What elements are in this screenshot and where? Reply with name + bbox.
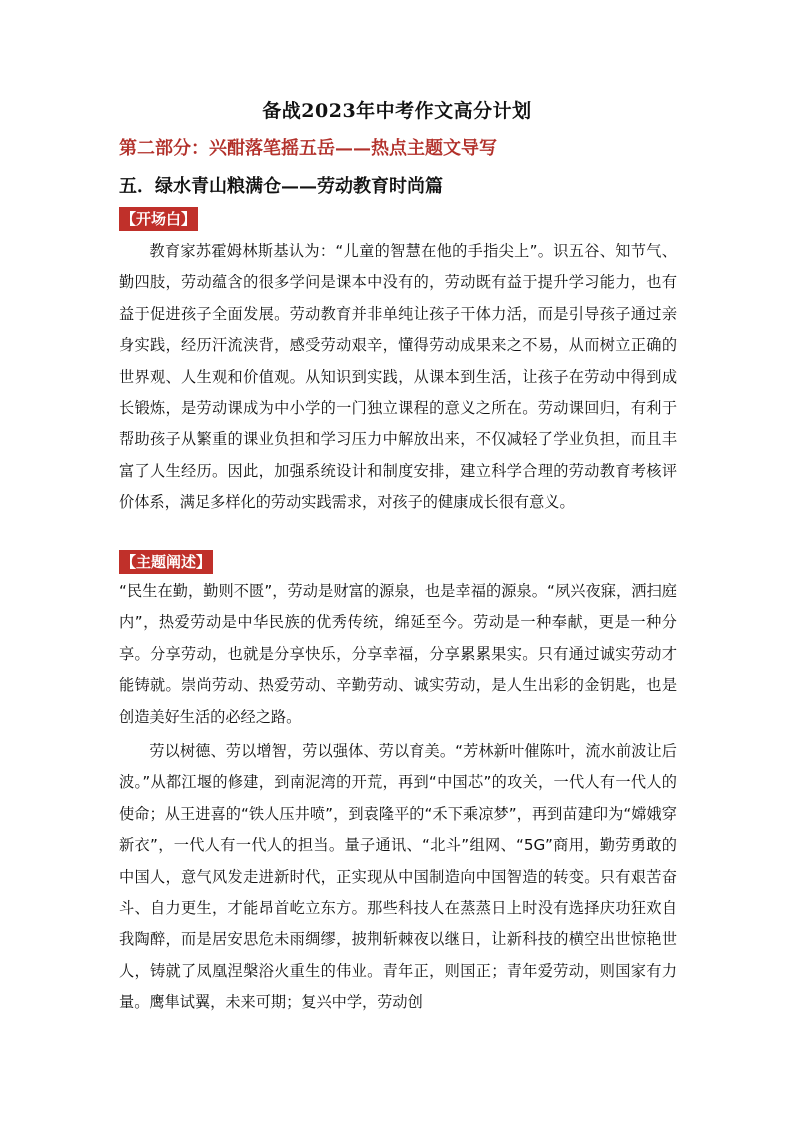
intro-paragraph: 教育家苏霍姆林斯基认为：“儿童的智慧在他的手指尖上”。识五谷、知节气、勤四肢，劳动蕴含的很多学问是课本中没有的，劳动既有益于提升学习能力，也有益于促进孩子全面发展。劳动教育并非单纯让孩子干体力活，而是引导孩子通过亲身实践，经历汗流浃背，感受劳动艰辛，懂得劳动成果来之不易，从而树立正确的世界观、人生观和价值观。从知识到实践，从课本到生活，让孩子在劳动中得到成长锻炼，是劳动课成为中小学的一门独立课程的意义之所在。劳动课回归，有利于帮助孩子从繁重的课业负担和学习压力中解放出来，不仅减轻了学业负担，而且丰富了人生经历。因此，加强系统设计和制度安排，建立科学合理的劳动教育考核评价体系，满足多样化的劳动实践需求，对孩子的健康成长很有意义。	[119, 242, 677, 512]
document-title: 备战2023年中考作文高分计划	[262, 100, 532, 122]
theme-paragraph-2: 劳以树德、劳以增智，劳以强体、劳以育美。“芳林新叶催陈叶，流水前波让后波。”从都江堰的修建，到南泥湾的开荒，再到“中国芯”的攻关，一代人有一代人的使命；从王进喜的“铁人压井喷”，到袁隆平的“禾下乘凉梦”，再到苗建印为“嫦娥穿新衣”，一代人有一代人的担当。量子通讯、“北斗”组网、“5G”商用，勤劳勇敢的中国人，意气风发走进新时代，正实现从中国制造向中国智造的转变。只有艰苦奋斗、自力更生，才能昂首屹立东方。那些科技人在蒸蒸日上时没有选择庆功狂欢自我陶醉，而是居安思危未雨绸缪，披荆斩棘夜以继日，让新科技的横空出世惊艳世人，铸就了凤凰涅槃浴火重生的伟业。青年正，则国正；青年爱劳动，则国家有力量。鹰隼试翼，未来可期；复兴中学，劳动创	[119, 742, 677, 1012]
intro-label-badge: 【开场白】	[119, 207, 198, 231]
section-heading: 五．绿水青山粮满仓——劳动教育时尚篇	[119, 176, 443, 197]
part-heading: 第二部分：兴酣落笔摇五岳——热点主题文导写	[119, 138, 497, 159]
theme-paragraph-1: “民生在勤，勤则不匮”，劳动是财富的源泉，也是幸福的源泉。“夙兴夜寐，洒扫庭内”，热爱劳动是中华民族的优秀传统，绵延至今。劳动是一种奉献，更是一种分享。分享劳动，也就是分享快乐，分享幸福，分享累累果实。只有通过诚实劳动才能铸就。崇尚劳动、热爱劳动、辛勤劳动、诚实劳动，是人生出彩的金钥匙，也是创造美好生活的必经之路。	[119, 582, 677, 726]
theme-label-badge: 【主题阐述】	[119, 550, 213, 574]
